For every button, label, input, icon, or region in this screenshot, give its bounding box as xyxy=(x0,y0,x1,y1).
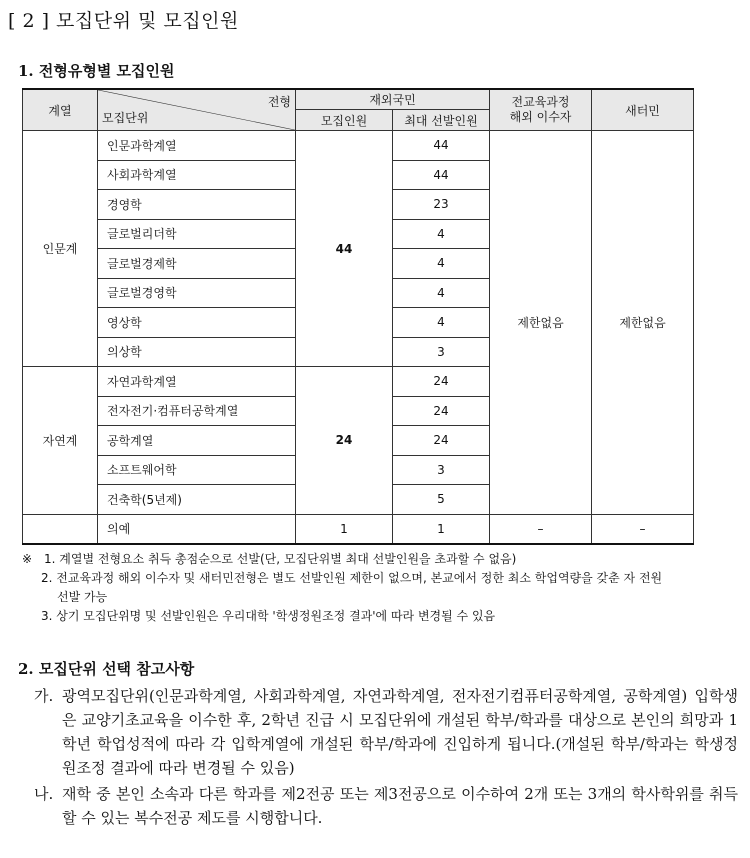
quota-cell: 44 xyxy=(296,131,393,367)
max-cell: 23 xyxy=(393,190,490,220)
section1-title: 1. 전형유형별 모집인원 xyxy=(18,62,175,80)
unit-cell: 건축학(5년제) xyxy=(98,485,296,515)
quota-cell: 24 xyxy=(296,367,393,515)
paragraph-b-marker: 나. xyxy=(34,785,54,803)
category-cell: 자연계 xyxy=(23,367,98,515)
header-overseas-max: 최대 선발인원 xyxy=(393,110,490,131)
unit-cell: 경영학 xyxy=(98,190,296,220)
max-cell: 44 xyxy=(393,131,490,161)
paragraph-a-marker: 가. xyxy=(34,687,54,705)
table-row xyxy=(23,514,694,544)
note-2: 2. 전교육과정 해외 이수자 및 새터민전형은 별도 선발인원 제한이 없으며, 본교에서 정한 최소 학업역량을 갖춘 자 전원 xyxy=(41,571,663,585)
admission-quota-table xyxy=(22,88,694,545)
quota-cell: 1 xyxy=(296,514,393,544)
max-cell: 44 xyxy=(393,160,490,190)
max-cell: 5 xyxy=(393,485,490,515)
paragraph-b-text: 재학 중 본인 소속과 다른 학과를 제2전공 또는 제3전공으로 이수하여 2개 또는 3개의 학사학위를 취득할 수 있는 복수전공 제도를 시행합니다. xyxy=(62,785,738,827)
table-row xyxy=(23,131,694,161)
unit-cell: 의상학 xyxy=(98,337,296,367)
section2-title: 2. 모집단위 선택 참고사항 xyxy=(18,660,195,678)
note-mark: ※ xyxy=(22,552,33,566)
header-diag-top: 전형 xyxy=(267,95,291,109)
category-cell: 인문계 xyxy=(23,131,98,367)
unit-cell: 공학계열 xyxy=(98,426,296,456)
full-abroad-dash: – xyxy=(490,514,592,544)
unit-cell: 사회과학계열 xyxy=(98,160,296,190)
note-1: 1. 계열별 전형요소 취득 총점순으로 선발(단, 모집단위별 최대 선발인원을 초과할 수 없음) xyxy=(44,552,517,566)
defector-dash: – xyxy=(592,514,694,544)
max-cell: 3 xyxy=(393,455,490,485)
header-category: 계열 xyxy=(23,89,98,131)
defector-limit-cell: 제한없음 xyxy=(592,131,694,515)
unit-cell: 글로벌경영학 xyxy=(98,278,296,308)
unit-cell: 글로벌리더학 xyxy=(98,219,296,249)
header-overseas: 재외국민 xyxy=(296,89,490,110)
max-cell: 4 xyxy=(393,249,490,279)
header-diagonal-cell xyxy=(98,89,296,131)
max-cell: 4 xyxy=(393,219,490,249)
note-3: 3. 상기 모집단위명 및 선발인원은 우리대학 '학생정원조정 결과'에 따라 변경될 수 있음 xyxy=(41,609,496,623)
unit-cell: 전자전기·컴퓨터공학계열 xyxy=(98,396,296,426)
max-cell: 3 xyxy=(393,337,490,367)
max-cell: 1 xyxy=(393,514,490,544)
unit-cell: 소프트웨어학 xyxy=(98,455,296,485)
page-title: [ 2 ] 모집단위 및 모집인원 xyxy=(8,10,239,32)
header-full-abroad: 전교육과정 해외 이수자 xyxy=(490,89,592,131)
full-abroad-limit-cell: 제한없음 xyxy=(490,131,592,515)
unit-cell: 자연과학계열 xyxy=(98,367,296,397)
max-cell: 24 xyxy=(393,396,490,426)
paragraph-a xyxy=(34,684,738,780)
max-cell: 4 xyxy=(393,278,490,308)
header-defector: 새터민 xyxy=(592,89,694,131)
notes xyxy=(22,550,662,626)
unit-cell: 글로벌경제학 xyxy=(98,249,296,279)
unit-cell: 의예 xyxy=(98,514,296,544)
paragraph-a-text: 광역모집단위(인문과학계열, 사회과학계열, 자연과학계열, 전자전기컴퓨터공학계열, 공학계열) 입학생은 교양기초교육을 이수한 후, 2학년 진급 시 모집단위에 개설된 학부/학과를 대상으로 본인의 희망과 1학년 학업성적에 따라 각 입학계열에 개설된 학부/학과에 진입하게 됩니다.(개설된 학부/학과는 학생정원조정 결과에 따라 변경될 수 있음) xyxy=(62,687,738,777)
unit-cell: 영상학 xyxy=(98,308,296,338)
max-cell: 4 xyxy=(393,308,490,338)
note-2-cont: 선발 가능 xyxy=(57,590,108,604)
unit-cell: 인문과학계열 xyxy=(98,131,296,161)
max-cell: 24 xyxy=(393,367,490,397)
header-diag-bottom: 모집단위 xyxy=(102,111,149,125)
paragraph-b xyxy=(34,782,738,830)
max-cell: 24 xyxy=(393,426,490,456)
header-overseas-quota: 모집인원 xyxy=(296,110,393,131)
